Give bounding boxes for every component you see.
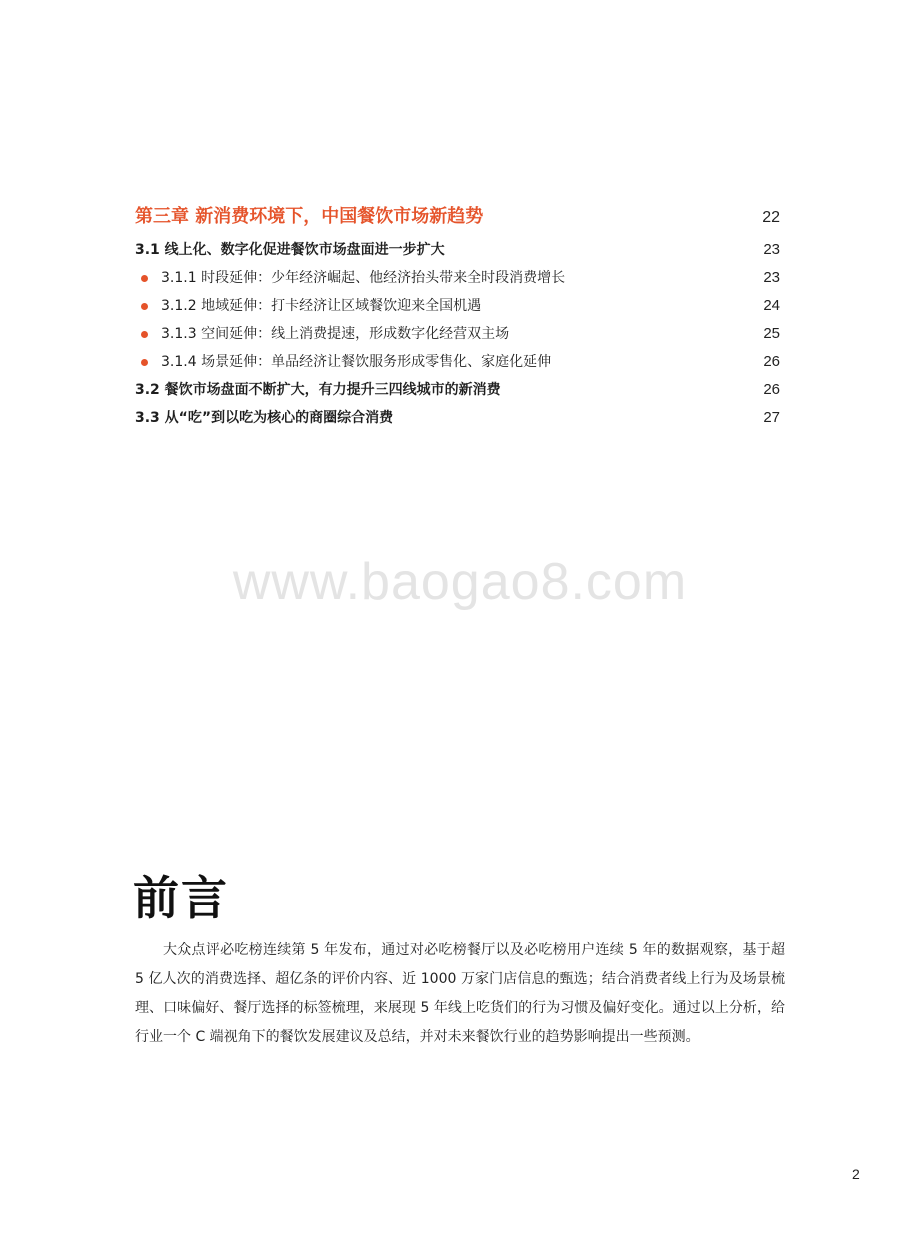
toc-page-number: 22 <box>762 209 780 226</box>
toc-page-number: 26 <box>763 353 780 370</box>
table-of-contents <box>135 200 780 432</box>
toc-chapter-heading[interactable] <box>135 200 780 234</box>
toc-page-number: 27 <box>763 409 780 426</box>
toc-entry-title: 3.1.3 空间延伸：线上消费提速，形成数字化经营双主场 <box>161 326 510 342</box>
page-number: 2 <box>852 1166 860 1182</box>
toc-section-3-3[interactable] <box>135 404 780 432</box>
toc-entry-title: 3.1.4 场景延伸：单品经济让餐饮服务形成零售化、家庭化延伸 <box>161 354 552 370</box>
toc-entry-title: 3.3 从“吃”到以吃为核心的商圈综合消费 <box>135 410 394 426</box>
bullet-dot-icon <box>141 303 148 310</box>
toc-page-number: 24 <box>763 297 780 314</box>
toc-subsection-3-1-4[interactable] <box>135 348 780 376</box>
toc-section-3-1[interactable] <box>135 236 780 264</box>
toc-entry-title: 3.1 线上化、数字化促进餐饮市场盘面进一步扩大 <box>135 242 445 258</box>
preface-body <box>135 936 785 1052</box>
toc-subsection-3-1-2[interactable] <box>135 292 780 320</box>
toc-subsection-3-1-1[interactable] <box>135 264 780 292</box>
bullet-dot-icon <box>141 359 148 366</box>
toc-page-number: 26 <box>763 381 780 398</box>
preface-paragraph: 大众点评必吃榜连续第 5 年发布，通过对必吃榜餐厅以及必吃榜用户连续 5 年的数据观察，基于超 5 亿人次的消费选择、超亿条的评价内容、近 1000 万家门店信息的甄选；结合消费者线上行为及场景梳理、口味偏好、餐厅选择的标签梳理，来展现 5 年线上吃货们的行为习惯及偏好变化。通过以上分析，给行业一个 C 端视角下的餐饮发展建议及总结，并对未来餐饮行业的趋势影响提出一些预测。 <box>135 942 785 1045</box>
toc-page-number: 23 <box>763 269 780 286</box>
toc-subsection-3-1-3[interactable] <box>135 320 780 348</box>
toc-page-number: 25 <box>763 325 780 342</box>
toc-entry-title: 3.1.2 地域延伸：打卡经济让区域餐饮迎来全国机遇 <box>161 298 482 314</box>
toc-page-number: 23 <box>763 241 780 258</box>
bullet-dot-icon <box>141 275 148 282</box>
toc-entry-title: 3.2 餐饮市场盘面不断扩大，有力提升三四线城市的新消费 <box>135 382 501 398</box>
toc-entry-title: 3.1.1 时段延伸：少年经济崛起、他经济抬头带来全时段消费增长 <box>161 270 566 286</box>
toc-chapter-title: 第三章 新消费环境下，中国餐饮市场新趋势 <box>135 206 484 227</box>
preface-heading: 前言 <box>133 871 229 925</box>
toc-section-3-2[interactable] <box>135 376 780 404</box>
bullet-dot-icon <box>141 331 148 338</box>
watermark: www.baogao8.com <box>232 553 688 611</box>
